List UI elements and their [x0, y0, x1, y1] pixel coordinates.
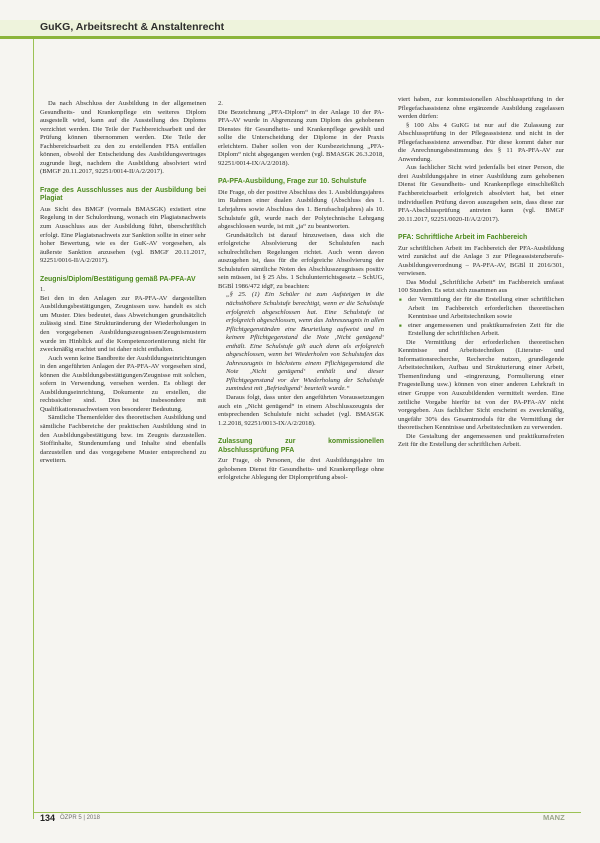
paragraph: Aus fachlicher Sicht wird jedenfalls bei einer Person, die drei Ausbildungsjahre in einer Ausbildung zum gehobenen Dienst für Gesundheits- und Krankenpflege einschließlich Fachbereichsarbeit erfolgreich absolviert hat, bei einer individuellen Prüfung davon auszugehen sein, dass diese zur PFA-Abschlussprüfung antreten kann (vgl. BMGF 20.11.2017, 92251/0020-II/A/2/2017).: [398, 164, 564, 223]
paragraph: Grundsätzlich ist darauf hinzuweisen, dass sich die erfolgreiche Absolvierung der Schulstufen nach schulrechtlichen Regelungen richtet. Auch wenn davon auszugehen ist, dass für die erfolgreiche Absolvierung der Schulstufen sämtliche Noten des Abschlusszeugnisses positiv sein müssen, ist § 25 Abs. 1 Schulunterrichtsgesetz – SchUG, BGBl 1986/472 idgF, zu beachten:: [218, 231, 384, 290]
section-heading: Frage des Ausschlusses aus der Ausbildung bei Plagiat: [40, 186, 206, 203]
bullet-list: [398, 296, 564, 339]
item-number: 2.: [218, 100, 223, 107]
paragraph: Die Frage, ob der positive Abschluss des 1. Ausbildungsjahres im Rahmen einer dualen Ausbildung (Abschluss des 1. Lehrjahres sowie Abschluss des 1. Berufsschuljahres) als 10. Schulstufe gilt, wurde nach der Polytechnische Lehrgang abgeschlossen wurde, ist mit „ja“ zu beantworten.: [218, 188, 384, 231]
footer-rule: [33, 812, 581, 813]
publisher-logo: MANZ: [543, 813, 565, 822]
section-heading: PFA: Schriftliche Arbeit im Fachbereich: [398, 234, 528, 242]
paragraph: Sämtliche Themenfelder des theoretischen Ausbildung und sämtliche Fachbereiche der praktischen Ausbildung sind in den Ausbildungsbestätigung bzw. im Zeugnis darzustellen. Stoffinhalte, Stundenumfang und Inhalte sind ebenfalls darzustellen und das vorgegebene Muster entsprechend zu erweitern.: [40, 414, 206, 465]
paragraph: Zur schriftlichen Arbeit im Fachbereich der PFA-Ausbildung wird zunächst auf die Anlage 3 zur Pflegeassistenzberufe-Ausbildungsverordnung – PA-PFA-AV, BGBl II 2016/301, verwiesen.: [398, 244, 564, 278]
paragraph: § 100 Abs 4 GuKG ist nur auf die Zulassung zur Abschlussprüfung in der Pflegeassistenz und nicht in der Pflegefachassistenz anwendbar. Für diese kommt daher nur die Anrechnungsbestimmung des § 11 PA-PFA-AV zur Anwendung.: [398, 121, 564, 163]
section-heading: PA-PFA-Ausbildung, Frage zur 10. Schulstufe: [218, 178, 367, 186]
paragraph: Das Modul „Schriftliche Arbeit“ im Fachbereich umfasst 100 Stunden. Es setzt sich zusammen aus: [398, 278, 564, 295]
text-column-2: [218, 100, 384, 483]
paragraph: Die Bezeichnung „PFA-Diplom“ in der Anlage 10 der PA-PFA-AV wurde in Abgrenzung zum Diplom des gehobenen Dienstes für Gesundheits- und Krankenpflege gewählt und sollte die Unterscheidung der Diplome in der Praxis erleichtern. Daher sollen von der Kursbezeichnung „PFA-Diplom“ nicht abgegangen werden (vgl. BMASGK 26.3.2018, 92251/0014-IX/A/2/2018).: [218, 108, 384, 167]
text-column-1: [40, 100, 206, 466]
paragraph: Die Vermittlung der erforderlichen theoretischen Kenntnisse und Arbeitstechniken (Literatur- und Informationsrecherche, Recherche nutzen, grundlegende Arbeitstechniken, Aufbau und Strukturierung einer Arbeit, Themenfindung und -eingrenzung, Formulierung einer Fragestellung usw.) können von einer anderen Lehrkraft in einer Gruppe von Auszubildenden vermittelt werden. Eine zeitliche Vorgabe hierfür ist von der PA-PFA-AV nicht vorgegeben. Aus fachlicher Sicht erscheint es zweckmäßig, ungefähr 30% des Gesamtmoduls für die Vermittlung der theoretischen Kenntnisse und Arbeitstechniken zu verwenden.: [398, 338, 564, 432]
paragraph: Aus Sicht des BMGF (vormals BMASGK) existiert eine Regelung in der Schulordnung, wonach ein Plagiatsnachweis zum Ausschluss aus der Ausbildung führt, überschriftlich erfolgt. Eine Plagiatsnachweis zur Sanktion sollte in einer sehr hoher Bewertung, wie es der GuK-AV vorgesehen, als äußerste Sanktion anzusehen (vgl. BMGF 20.11.2017, 92251/0016-II/A/2/2017).: [40, 205, 206, 265]
item-number: 1.: [40, 286, 45, 294]
bullet-item: ■ der Vermittlung der für die Erstellung einer schriftlichen Arbeit im Fachbereich erforderlichen theoretischen Kenntnisse und Arbeitstechniken sowie: [408, 296, 564, 322]
paragraph: viert haben, zur kommissionellen Abschlussprüfung in der Pflegefachassistenz ohne ergänzende Ausbildung zugelassen werden dürfen:: [398, 96, 564, 121]
paragraph: Zur Frage, ob Personen, die drei Ausbildungsjahre im gehobenen Dienst für Gesundheits- und Krankenpflege ohne erfolgreiche Ablegung der Diplomprüfung absol-: [218, 457, 384, 482]
bullet-item: ■ einer angemessenen und praktikumsfreien Zeit für die Erstellung der schriftlichen Arbeit.: [408, 322, 564, 339]
paragraph: Da nach Abschluss der Ausbildung in der allgemeinen Gesundheits- und Krankenpflege ein weiteres Diplom ausgestellt wird, kann auf die Ausstellung des Diploms verzichtet werden. Die Teile der Fachbereichsarbeit und der Prüfung können übernommen werden. Die Teile der Fachbereichsarbeit zu den zu erstellenden FBA entfallen können, obwohl der Entscheidung des Ausbildungsvertrages zugrunde liegt, nachdem die Ausbildung absolviert wird (BMGF 20.11.2017, 92251/0014-II/A/2/2017).: [40, 100, 206, 176]
section-heading: Zulassung zur kommissionellen Abschlussprüfung PFA: [218, 438, 384, 454]
paragraph: Die Gestaltung der angemessenen und praktikumsfreien Zeit für die Erstellung der schriftlichen Arbeit.: [398, 432, 564, 449]
legal-quote: „§ 25. (1) Ein Schüler ist zum Aufsteigen in die nächsthöhere Schulstufe berechtigt, wenn er die Schulstufe erfolgreich abgeschlossen hat. Eine Schulstufe ist erfolgreich abgeschlossen, wenn das Jahreszeugnis in allen Pflichtgegenständen eine Beurteilung aufweist und in keinem Pflichtgegenstand die Note ‚Nicht genügend‘ enthält. Eine Schulstufe gilt auch dann als erfolgreich abgeschlossen, wenn bei Wiederholen von Schulstufen das Jahreszeugnis in höchstens einem Pflichtgegenstand die Note ‚Nicht genügend‘ enthält und dieser Pflichtgegenstand vor der Wiederholung der Schulstufe zumindest mit ‚Befriedigend‘ beurteilt wurde.“: [226, 291, 384, 393]
issue-label: ÖZPR 5 | 2018: [60, 815, 100, 821]
section-title: GuKG, Arbeitsrecht & Anstaltenrecht: [40, 21, 225, 33]
paragraph: Auch wenn keine Bandbreite der Ausbildungseinrichtungen in den angeführten Anlagen der PA-PFA-AV vorgesehen sind, können die Ausbildungsbestätigungen/Zeugnisse mit solchen, sofern in Verwendung, versehen werden. Es obliegt der Ausbildungseinrichtung, Dokumente zu erstellen, die rechtssicher sind. Dies ist insbesondere mit Qualifikationsnachweisen von besonderer Bedeutung.: [40, 354, 206, 413]
section-heading: Zeugnis/Diplom/Bestätigung gemäß PA-PFA-AV: [40, 275, 196, 283]
paragraph: Daraus folgt, dass unter den angeführten Voraussetzungen auch ein „Nicht genügend“ in einem Abschlusszeugnis der entsprechenden Schulstufe nicht schadet (vgl. BMASGK 1.2.2018, 92251/0013-IX/A/2/2018).: [218, 394, 384, 427]
text-column-3: [398, 96, 564, 450]
header-accent-line: [0, 36, 600, 39]
margin-rule: [33, 39, 34, 819]
page-number: 134: [40, 813, 56, 823]
paragraph: Bei den in den Anlagen zur PA-PFA-AV dargestellten Ausbildungsbestätigungen, Zeugnissen usw. handelt es sich um Muster. Dies bedeutet, dass Abweichungen grundsätzlich zulässig sind. Eine Strukturänderung der Wiederholungen in den vorgegebenen Ausbildungszeugnissen/Zeugnismustern wurde im Hinblick auf die Kompetenzorientierung nicht für zweckmäßig erachtet und ist daher nicht enthalten.: [40, 294, 206, 354]
